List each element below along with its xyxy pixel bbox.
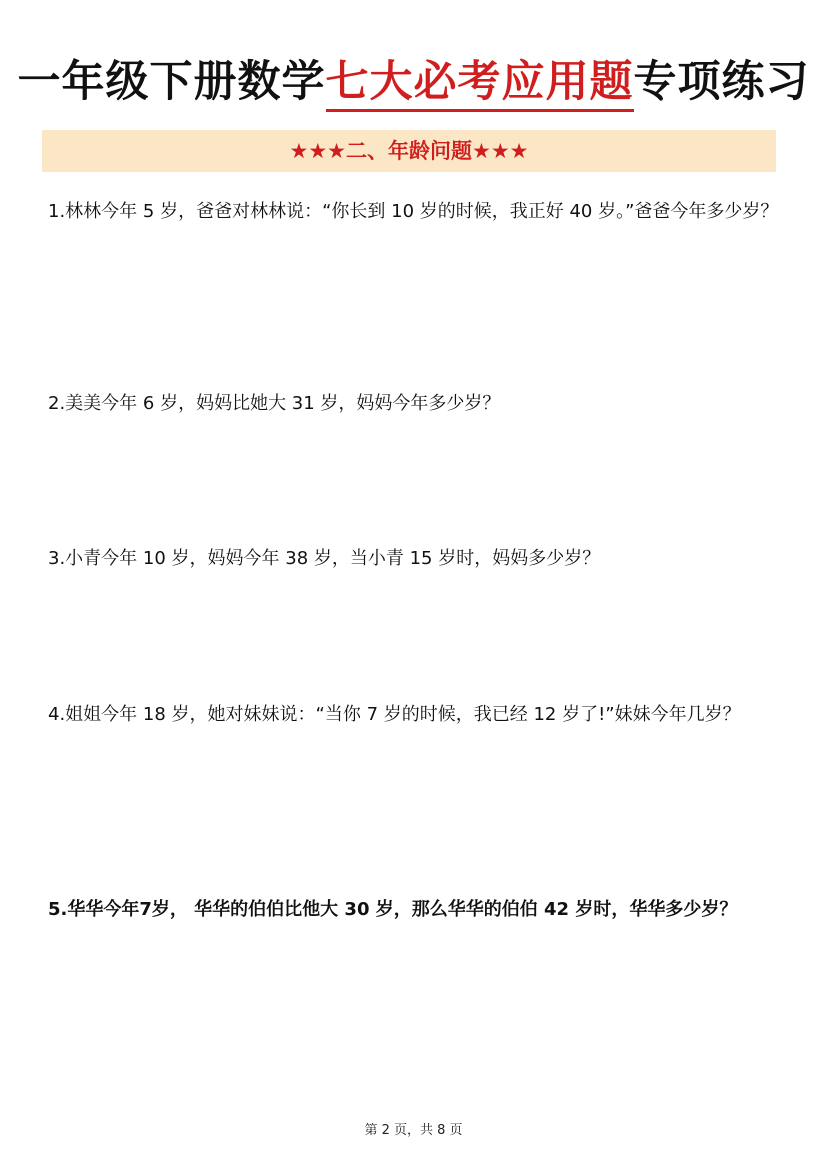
section-label: ★★★二、年龄问题★★★ <box>289 139 529 163</box>
question-1: 1.林林今年 5 岁，爸爸对林林说：“你长到 10 岁的时候，我正好 40 岁。”爸爸今年多少岁？ <box>48 201 779 222</box>
title-part-1: 一年级下册数学 <box>17 57 326 107</box>
page-footer <box>0 1119 827 1138</box>
title-highlight: 七大必考应用题 <box>326 50 634 114</box>
section-banner <box>42 130 776 172</box>
page-title <box>0 50 827 114</box>
question-2: 2.美美今年 6 岁，妈妈比她大 31 岁，妈妈今年多少岁？ <box>48 393 501 414</box>
question-5: 5.华华今年7岁， 华华的伯伯比他大 30 岁，那么华华的伯伯 42 岁时，华华多少岁？ <box>48 899 738 920</box>
title-part-2: 专项练习 <box>633 57 810 107</box>
question-3: 3.小青今年 10 岁，妈妈今年 38 岁，当小青 15 岁时，妈妈多少岁？ <box>48 548 601 569</box>
page-number-label: 第 2 页，共 8 页 <box>364 1123 463 1138</box>
question-4: 4.姐姐今年 18 岁，她对妹妹说：“当你 7 岁的时候，我已经 12 岁了!”妹妹今年几岁？ <box>48 704 741 725</box>
